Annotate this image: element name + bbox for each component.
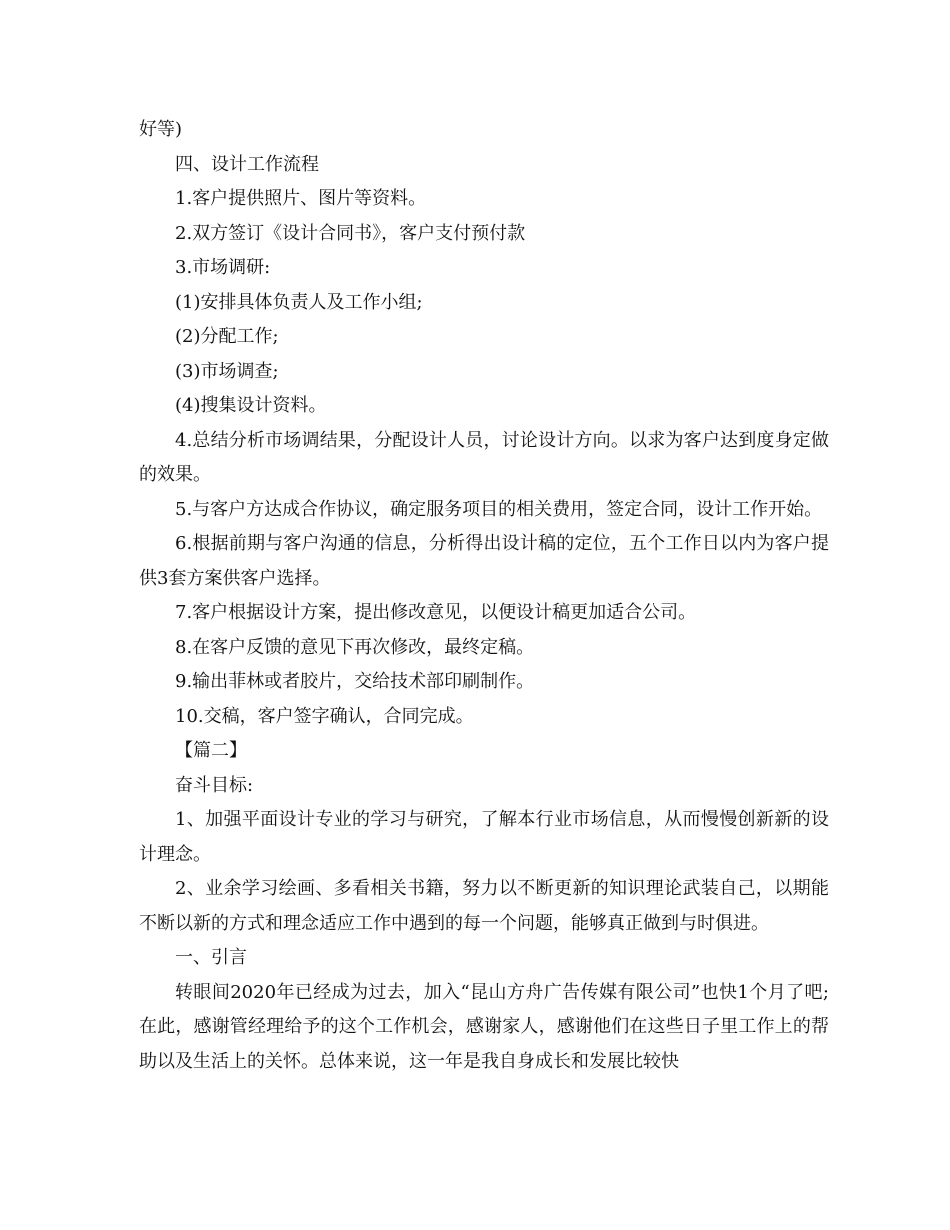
section-heading: 四、设计工作流程: [175, 153, 319, 175]
list-item: 3.市场调研:: [175, 257, 271, 278]
section-heading: 一、引言: [175, 947, 247, 968]
list-item: 7.客户根据设计方案，提出修改意见，以便设计稿更加适合公司。: [175, 602, 697, 623]
sub-list-item: (1)安排具体负责人及工作小组;: [175, 291, 423, 313]
paragraph: 好等): [139, 119, 183, 140]
chapter-heading: 【篇二】: [175, 740, 247, 761]
list-item: 4.总结分析市场调结果，分配设计人员，讨论设计方向。以求为客户达到度身定做的效果。: [139, 429, 829, 485]
list-item: 6.根据前期与客户沟通的信息，分析得出设计稿的定位，五个工作日以内为客户提供3套方案供客户选择。: [139, 533, 829, 589]
list-item: 1、加强平面设计专业的学习与研究，了解本行业市场信息，从而慢慢创新新的设计理念。: [139, 809, 829, 865]
list-item: 8.在客户反馈的意见下再次修改，最终定稿。: [175, 636, 535, 658]
section-heading: 奋斗目标:: [175, 774, 254, 796]
document-body: [139, 113, 829, 1079]
list-item: 9.输出菲林或者胶片，交给技术部印刷制作。: [175, 671, 535, 692]
list-item: 10.交稿，客户签字确认，合同完成。: [175, 705, 474, 727]
list-item: 5.与客户方达成合作协议，确定服务项目的相关费用，签定合同，设计工作开始。: [175, 498, 823, 520]
sub-list-item: (3)市场调查;: [175, 360, 279, 382]
list-item: 2、业余学习绘画、多看相关书籍，努力以不断更新的知识理论武装自己，以期能不断以新的方式和理念适应工作中遇到的每一个问题，能够真正做到与时俱进。: [139, 878, 829, 934]
list-item: 1.客户提供照片、图片等资料。: [175, 188, 427, 209]
sub-list-item: (4)搜集设计资料。: [175, 395, 327, 416]
paragraph: 转眼间2020年已经成为过去，加入“昆山方舟广告传媒有限公司”也快1个月了吧;在此，感谢管经理给予的这个工作机会，感谢家人，感谢他们在这些日子里工作上的帮助以及生活上的关怀。总体来说，这一年是我自身成长和发展比较快: [139, 981, 829, 1072]
list-item: 2.双方签订《设计合同书》，客户支付预付款: [175, 222, 526, 244]
sub-list-item: (2)分配工作;: [175, 326, 279, 347]
